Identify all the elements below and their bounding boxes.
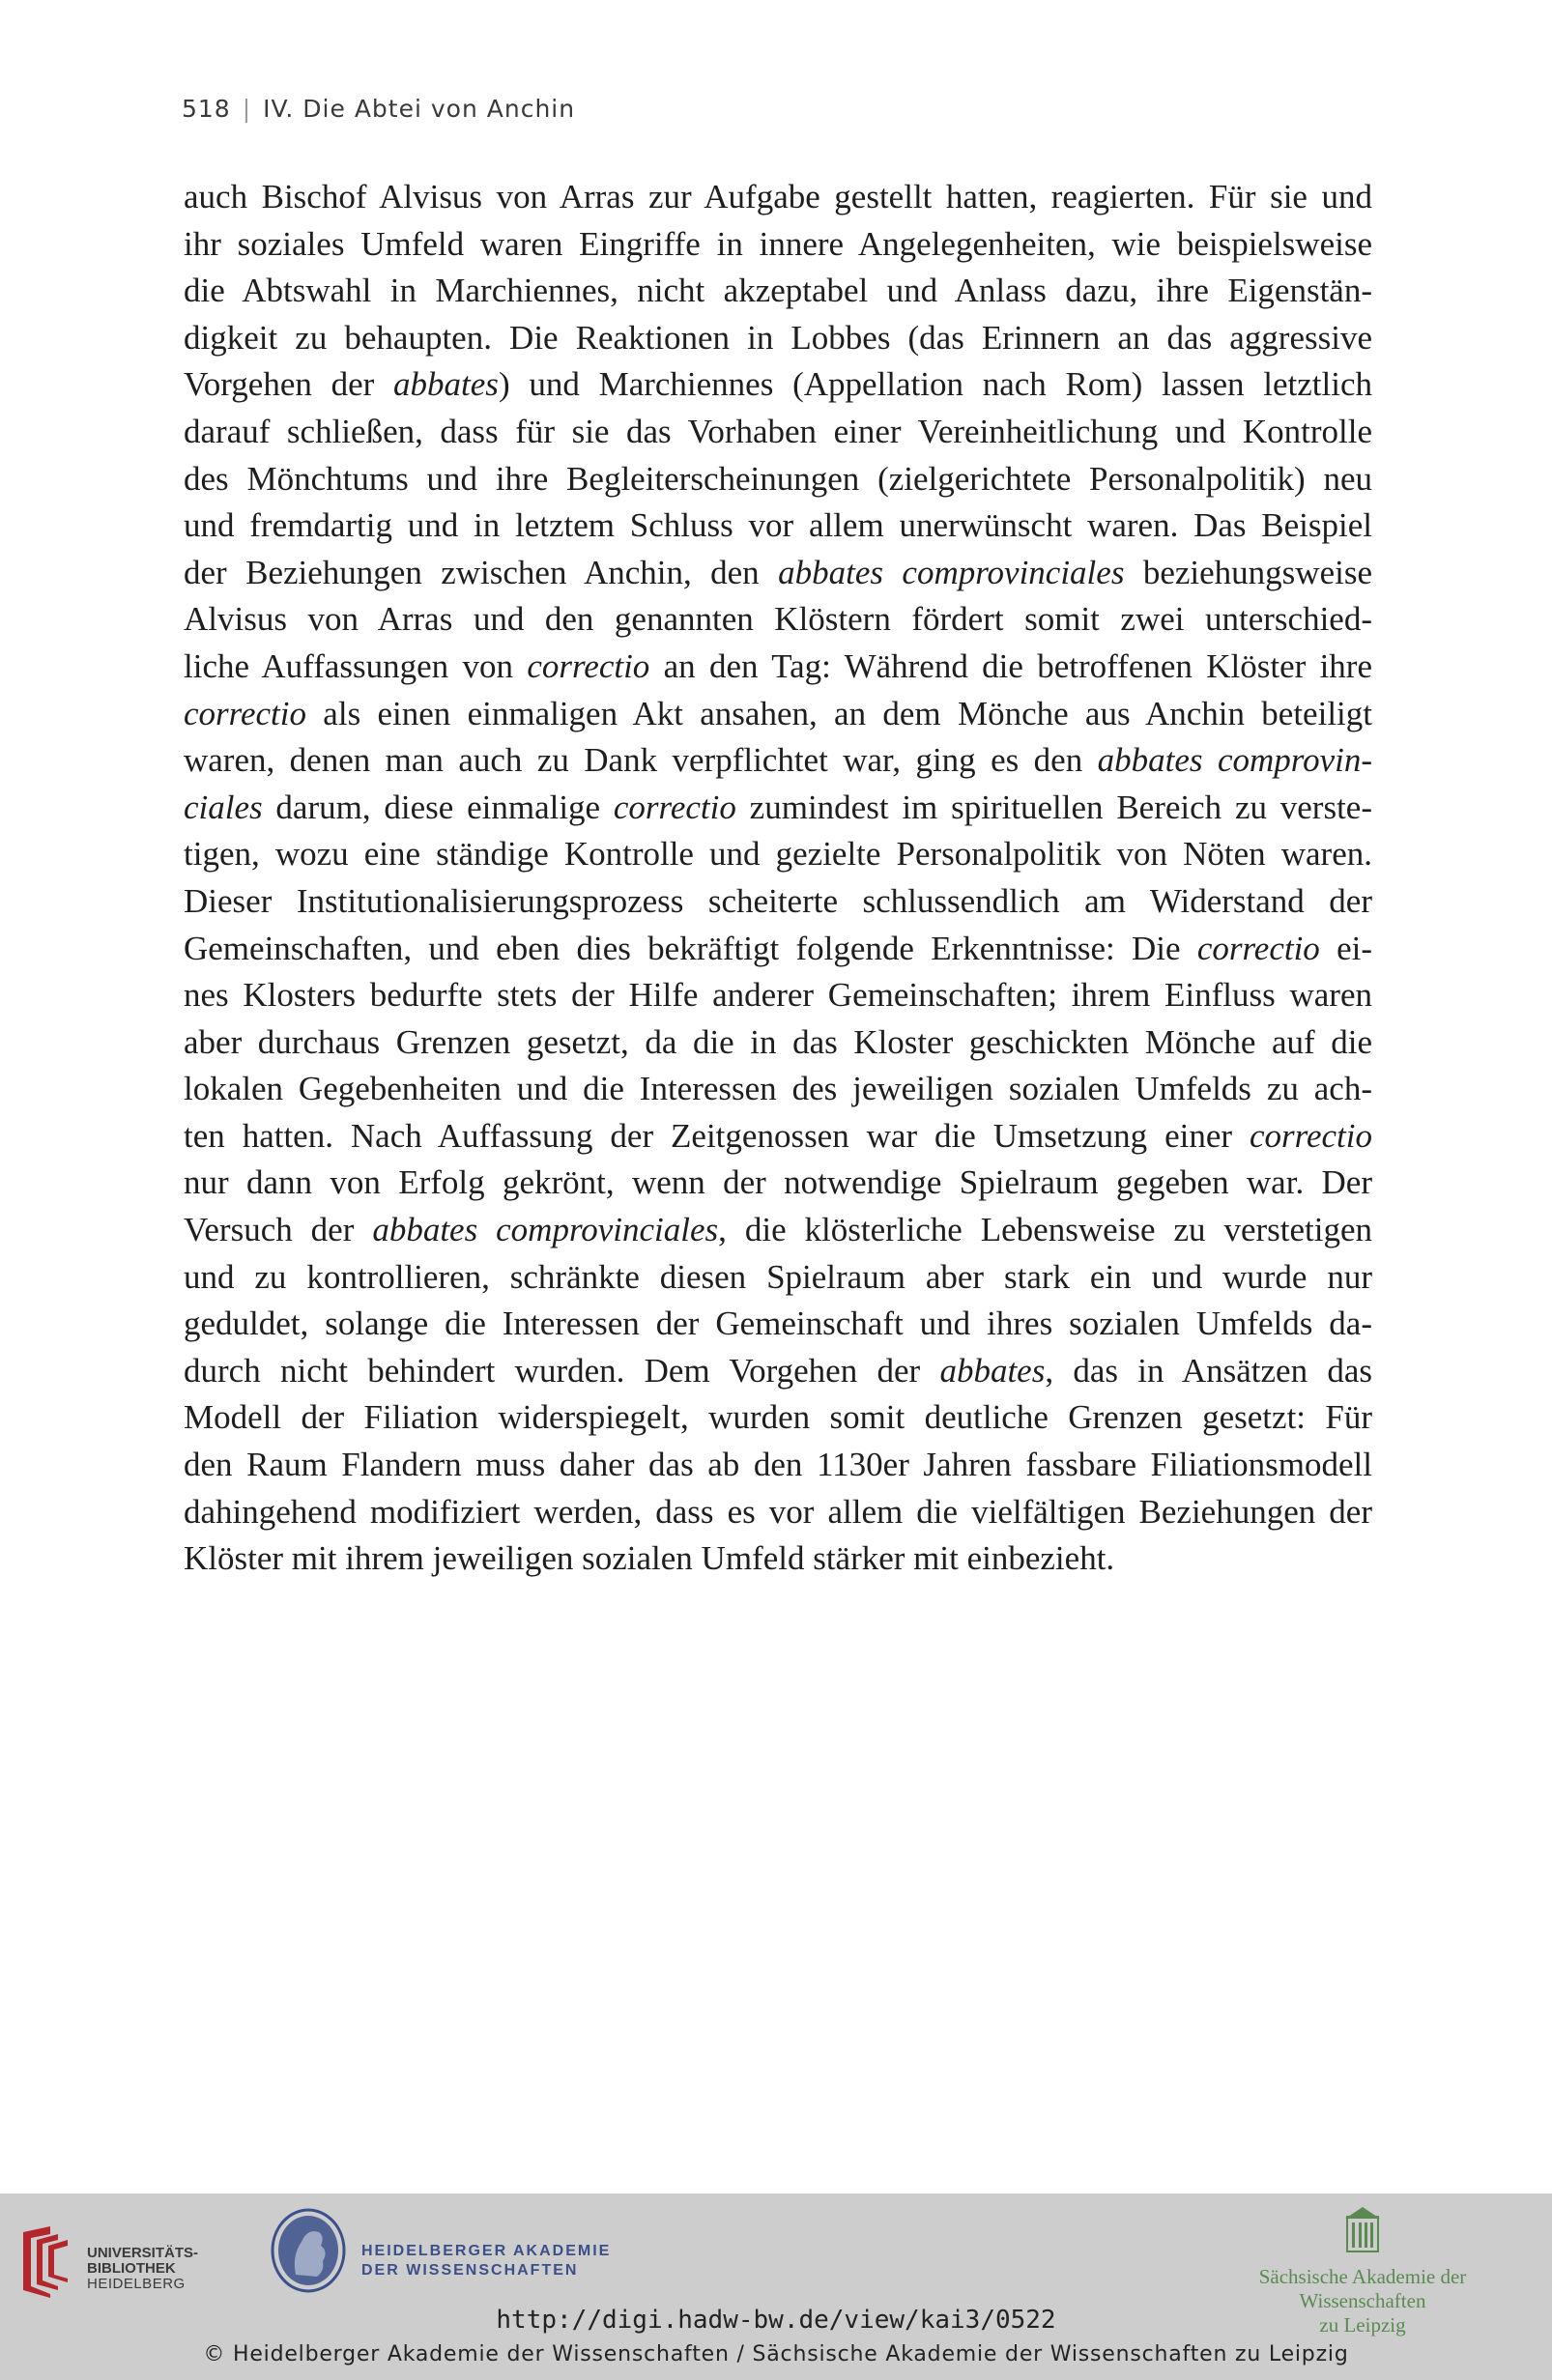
text-run: und zu kontrollieren, schränkte diesen Spielraum aber stark ein und wurde nur	[184, 1257, 1372, 1296]
text-run: dahingehend modifiziert werden, dass es vor allem die vielfältigen Beziehungen der	[184, 1492, 1372, 1531]
text-line	[184, 1207, 1372, 1254]
text-run: nur dann von Erfolg gekrönt, wenn der notwendige Spielraum gegeben war. Der	[184, 1163, 1372, 1202]
text-line	[184, 1019, 1372, 1067]
text-line	[184, 1348, 1372, 1395]
text-line	[184, 1113, 1372, 1161]
text-run: darum, diese einmalige	[262, 788, 614, 826]
text-line	[184, 737, 1372, 785]
text-line	[184, 502, 1372, 550]
hadw-logo[interactable]	[269, 2207, 617, 2304]
text-run: Klöster mit ihrem jeweiligen sozialen Umfeld stärker mit einbezieht.	[184, 1539, 1115, 1578]
italic-term: abbates comprovinciales	[372, 1211, 719, 1249]
text-run: Alvisus von Arras und den genannten Klöstern fördert somit zwei unterschied-	[184, 600, 1372, 639]
text-line	[184, 221, 1372, 269]
text-line	[184, 785, 1372, 832]
copyright-notice: © Heidelberger Akademie der Wissenschaften / Sächsische Akademie der Wissenschaften zu Leipzig	[203, 2342, 1349, 2366]
text-run: den Raum Flandern muss daher das ab den 1130er Jahren fassbare Filiationsmodell	[184, 1446, 1372, 1484]
text-run: des Mönchtums und ihre Begleiterscheinungen (zielgerichtete Personalpolitik) neu	[184, 459, 1372, 498]
text-run: digkeit zu behaupten. Die Reaktionen in Lobbes (das Erinnern an das aggressive	[184, 318, 1372, 357]
text-line	[184, 644, 1372, 691]
text-run: aber durchaus Grenzen gesetzt, da die in das Kloster geschickten Mönche auf die	[184, 1022, 1372, 1061]
italic-term: correctio	[184, 694, 306, 732]
text-line	[184, 1535, 1372, 1583]
text-run: an den Tag: Während die betroffenen Klöster ihre	[649, 646, 1372, 685]
body-text	[184, 174, 1372, 1583]
italic-term: correctio	[527, 646, 650, 685]
text-line	[184, 596, 1372, 644]
text-line	[184, 831, 1372, 878]
text-run: lokalen Gegebenheiten und die Interessen des jeweiligen sozialen Umfelds zu ach-	[184, 1070, 1372, 1108]
text-line	[184, 1394, 1372, 1442]
italic-term: correctio	[1250, 1116, 1372, 1155]
italic-term: correctio	[613, 788, 736, 826]
page-number: 518	[182, 95, 231, 123]
text-run: tigen, wozu eine ständige Kontrolle und gezielte Personalpolitik von Nöten waren.	[184, 835, 1372, 874]
text-line	[184, 972, 1372, 1019]
hadw-logo-line-1: HEIDELBERGER AKADEMIE	[361, 2243, 612, 2259]
text-line	[184, 409, 1372, 456]
italic-term: abbates comprovin-	[1097, 741, 1372, 780]
text-line	[184, 1066, 1372, 1113]
footer-band	[0, 2194, 1552, 2380]
ub-logo-line-2: BIBLIOTHEK	[87, 2260, 176, 2277]
italic-term: correctio	[1196, 929, 1320, 967]
italic-term: abbates comprovinciales	[778, 553, 1125, 591]
text-run: Versuch der	[184, 1211, 373, 1249]
text-run: und fremdartig und in letztem Schluss vor allem unerwünscht waren. Das Beispiel	[184, 506, 1372, 545]
text-line	[184, 691, 1372, 738]
text-line	[184, 456, 1372, 503]
running-head	[182, 95, 575, 123]
text-run: Dieser Institutionalisierungsprozess scheiterte schlussendlich am Widerstand der	[184, 881, 1372, 920]
text-run: , die klösterliche Lebensweise zu verstetigen	[718, 1211, 1372, 1249]
text-run: ten hatten. Nach Auffassung der Zeitgenossen war die Umsetzung einer	[184, 1116, 1250, 1155]
hadw-logo-line-2: DER WISSENSCHAFTEN	[361, 2262, 579, 2279]
saw-logo-line-1: Sächsische Akademie der Wissenschaften	[1258, 2265, 1467, 2312]
italic-term: ciales	[184, 788, 263, 826]
text-run: nes Klosters bedurfte stets der Hilfe anderer Gemeinschaften; ihrem Einfluss waren	[184, 976, 1372, 1015]
text-run: Gemeinschaften, und eben dies bekräftigt folgende Erkenntnisse: Die	[184, 929, 1197, 967]
text-run: waren, denen man auch zu Dank verpflichtet war, ging es den	[184, 741, 1098, 780]
text-run: beziehungsweise	[1124, 553, 1372, 591]
text-line	[184, 174, 1372, 221]
text-run: als einen einmaligen Akt ansahen, an dem Mönche aus Anchin beteiligt	[306, 694, 1372, 732]
text-run: Modell der Filiation widerspiegelt, wurden somit deutliche Grenzen gesetzt: Für	[184, 1398, 1372, 1437]
italic-term: abbates	[393, 365, 499, 404]
saw-logo-line-2: zu Leipzig	[1319, 2313, 1406, 2337]
text-run: ) und Marchiennes (Appellation nach Rom) lassen letztlich	[498, 365, 1372, 404]
italic-term: abbates	[939, 1351, 1046, 1390]
text-run: liche Auffassungen von	[184, 646, 528, 685]
text-line	[184, 926, 1372, 973]
text-run: Vorgehen der	[184, 365, 394, 404]
text-run: darauf schließen, dass für sie das Vorhaben einer Vereinheitlichung und Kontrolle	[184, 412, 1372, 450]
text-line	[184, 1442, 1372, 1489]
text-run: , das in Ansätzen das	[1045, 1351, 1372, 1390]
text-line	[184, 1254, 1372, 1302]
ub-logo-line-3: HEIDELBERG	[87, 2276, 186, 2292]
text-line	[184, 315, 1372, 362]
text-run: ei-	[1319, 929, 1372, 967]
text-line	[184, 268, 1372, 315]
text-line	[184, 550, 1372, 597]
text-run: auch Bischof Alvisus von Arras zur Aufgabe gestellt hatten, reagierten. Für sie und	[184, 178, 1372, 215]
text-line	[184, 1301, 1372, 1348]
text-line	[184, 1160, 1372, 1207]
saxon-academy-building-icon	[1343, 2205, 1382, 2253]
ub-logo-line-1: UNIVERSITÄTS-	[87, 2245, 199, 2261]
header-separator: |	[242, 95, 252, 123]
text-run: der Beziehungen zwischen Anchin, den	[184, 553, 779, 591]
text-run: ihr soziales Umfeld waren Eingriffe in innere Angelegenheiten, wie beispielsweise	[184, 224, 1372, 263]
text-run: durch nicht behindert wurden. Dem Vorgehen der	[184, 1351, 940, 1390]
text-line	[184, 878, 1372, 926]
minerva-medal-icon	[269, 2207, 348, 2294]
permalink-url[interactable]: http://digi.hadw-bw.de/view/kai3/0522	[496, 2306, 1056, 2335]
text-line	[184, 1489, 1372, 1536]
text-run: zumindest im spirituellen Bereich zu verste-	[735, 788, 1372, 826]
chapter-title: IV. Die Abtei von Anchin	[263, 95, 576, 123]
text-line	[184, 361, 1372, 409]
text-run: die Abtswahl in Marchiennes, nicht akzeptabel und Anlass dazu, ihre Eigenstän-	[184, 272, 1372, 310]
ub-library-icon	[15, 2222, 79, 2300]
text-run: geduldet, solange die Interessen der Gemeinschaft und ihres sozialen Umfelds da-	[184, 1305, 1372, 1343]
ub-heidelberg-logo[interactable]	[15, 2222, 209, 2300]
